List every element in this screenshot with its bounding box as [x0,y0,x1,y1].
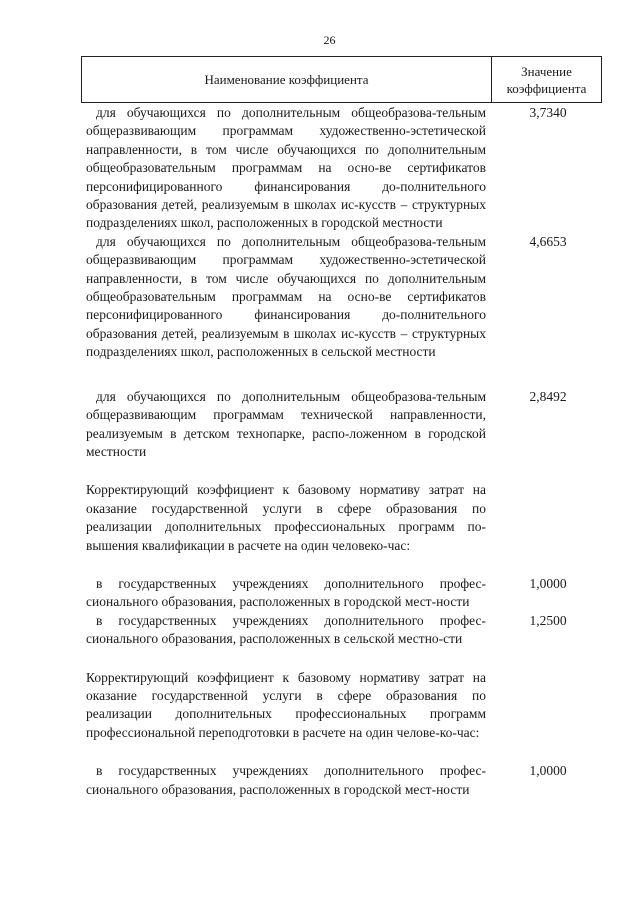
coefficient-name: для обучающихся по дополнительным общеобразова-тельным общеразвивающим программам художественно-эстетической направленности, в том числе обучающихся по дополнительным общеобразовательным программам на осно-ве сертификатов персонифицированного финансирования до-полнительного образования детей, реализуемым в школах ис-кусств – структурных подразделениях школ, расположенных в сельской местности [86,233,486,360]
coefficient-name: в государственных учреждениях дополнительного профес-сионального образования, расположенных в сельской местно-сти [86,612,486,647]
coefficient-section-heading: Корректирующий коэффициент к базовому нормативу затрат на оказание государственной услуги в сфере образования по реализации дополнительных профессиональных программ по-вышения квалификации в расчете на один человеко-час: [86,482,486,553]
coefficient-name: для обучающихся по дополнительным общеобразова-тельным общеразвивающим программам технической направленности, реализуемым в детском технопарке, распо-ложенном в городской местности [86,388,486,459]
header-value-line1: Значение [521,63,572,79]
header-coefficient-value [492,57,601,102]
coefficient-table-body [86,104,602,799]
table-row [86,104,602,233]
coefficient-name: в государственных учреждениях дополнительного профес-сионального образования, расположенных в городской мест-ности [86,575,486,610]
table-row [86,762,602,799]
table-row [86,233,602,362]
table-header [81,56,602,103]
coefficient-value: 1,2500 [529,612,567,628]
table-row [86,388,602,462]
coefficient-value: 3,7340 [529,105,567,120]
table-row [86,575,602,612]
coefficient-section-heading: Корректирующий коэффициент к базовому нормативу затрат на оказание государственной услуги в сфере образования по реализации дополнительных профессиональных программ профессиональной переподготовки в расчете на один челове-ко-час: [86,669,486,740]
coefficient-value: 4,6653 [529,233,567,249]
coefficient-value: 2,8492 [529,388,567,404]
coefficient-value: 1,0000 [529,763,567,779]
header-value-line2: коэффициента [506,80,587,96]
coefficient-name: для обучающихся по дополнительным общеобразова-тельным общеразвивающим программам художественно-эстетической направленности, в том числе обучающихся по дополнительным общеобразовательным программам на осно-ве сертификатов персонифицированного финансирования до-полнительного образования детей, реализуемым в школах ис-кусств – структурных подразделениях школ, расположенных в городской местности [86,105,486,231]
coefficient-name: в государственных учреждениях дополнительного профес-сионального образования, расположенных в городской мест-ности [86,763,486,797]
page-number: 26 [323,33,336,47]
coefficient-value: 1,0000 [529,575,567,591]
table-row [86,481,602,555]
table-row [86,669,602,743]
table-row [86,612,602,649]
header-coefficient-name: Наименование коэффициента [82,57,492,102]
